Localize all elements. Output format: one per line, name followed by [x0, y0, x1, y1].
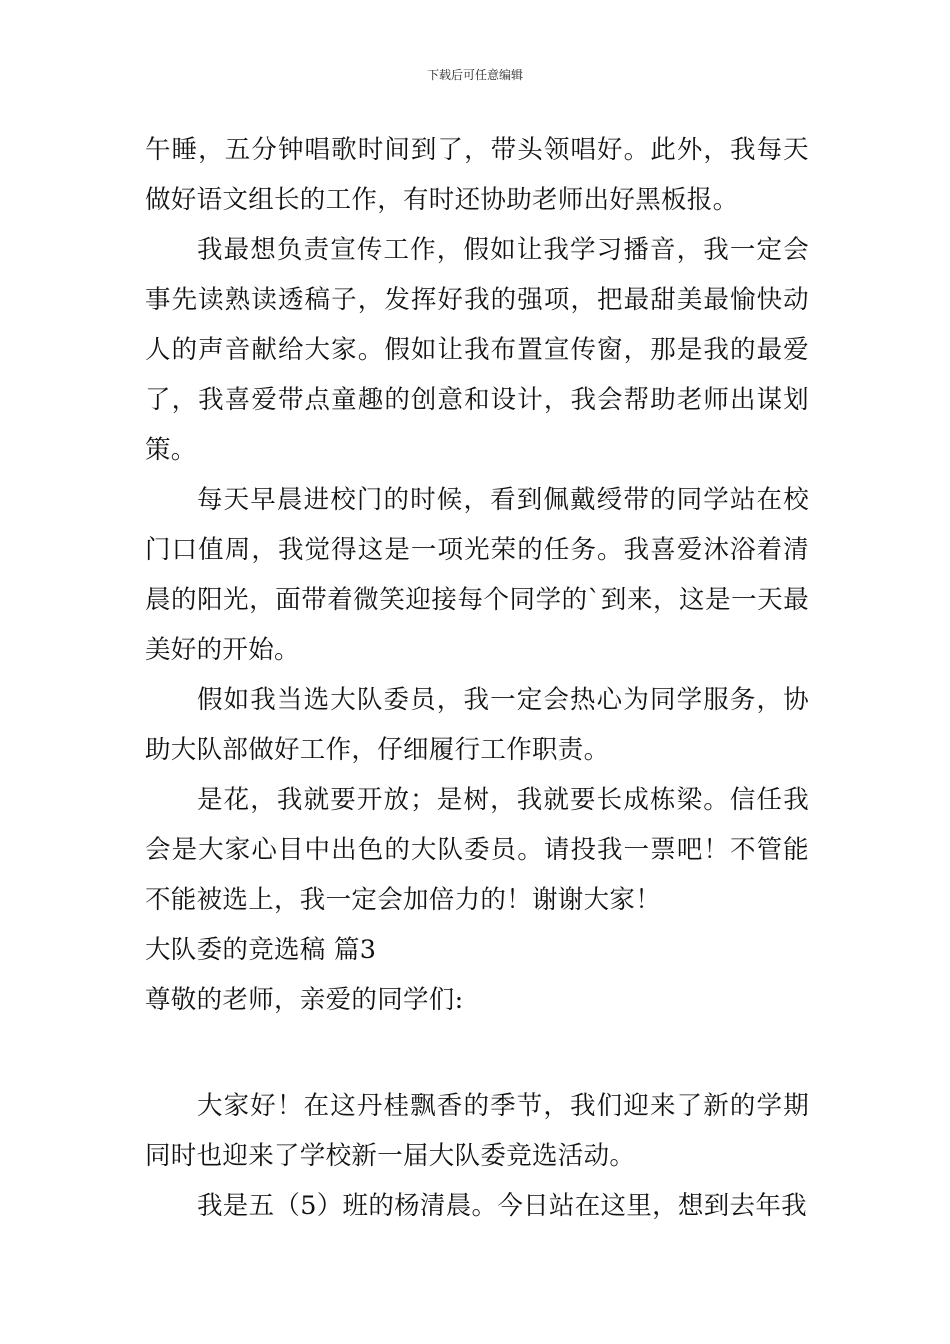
paragraph-3: 每天早晨进校门的时候，看到佩戴绶带的同学站在校门口值周，我觉得这是一项光荣的任务。我喜爱沐浴着清晨的阳光，面带着微笑迎接每个同学的`到来，这是一天最美好的开始。 [145, 485, 809, 665]
paragraph-2: 我最想负责宣传工作，假如让我学习播音，我一定会事先读熟读透稿子，发挥好我的强项，把最甜美最愉快动人的声音献给大家。假如让我布置宣传窗，那是我的最爱了，我喜爱带点童趣的创意和设计，我会帮助老师出谋划策。 [145, 235, 809, 465]
page-header-note: 下载后可任意编辑 [426, 68, 523, 82]
paragraph-6: 大家好！在这丹桂飘香的季节，我们迎来了新的学期同时也迎来了学校新一届大队委竞选活动。 [145, 1091, 809, 1171]
paragraph-1: 午睡，五分钟唱歌时间到了，带头领唱好。此外，我每天做好语文组长的工作，有时还协助老师出好黑板报。 [145, 135, 809, 215]
section-heading: 大队委的竞选稿 篇3 [145, 935, 377, 965]
paragraph-4: 假如我当选大队委员，我一定会热心为同学服务，协助大队部做好工作，仔细履行工作职责。 [145, 685, 809, 765]
paragraph-7: 我是五（5）班的杨清晨。今日站在这里，想到去年我 [197, 1191, 807, 1221]
document-body [145, 125, 809, 1231]
blank-line [145, 1025, 809, 1081]
paragraph-5: 是花，我就要开放；是树，我就要长成栋梁。信任我会是大家心目中出色的大队委员。请投我一票吧！不管能不能被选上，我一定会加倍力的！谢谢大家！ [145, 785, 809, 915]
salutation: 尊敬的老师，亲爱的同学们: [145, 985, 464, 1015]
